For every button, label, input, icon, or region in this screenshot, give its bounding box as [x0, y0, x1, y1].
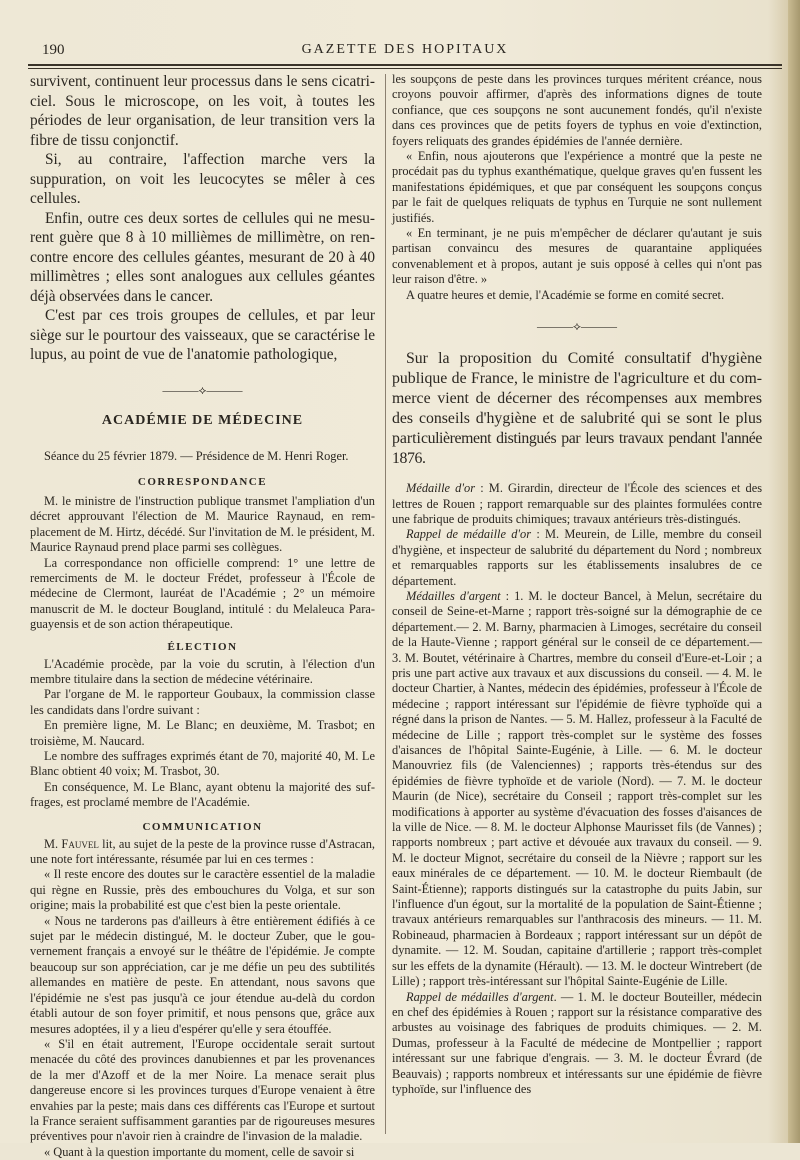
paragraph: « Il reste encore des doutes sur le caractère essentiel de la maladie qui règne en Russie, près des embouchures du Volga, et sur son origine; mais la probabilité est que c'est bien la peste orientale. [30, 867, 375, 913]
speaker-text: lit, au sujet de la peste de la province russe d'Astracan, une note fort intéressante, résumée par lui en ces termes : [30, 836, 375, 867]
paragraph: M. le ministre de l'instruction publique transmet l'ampliation d'un décret approuvant l'élection de M. Maurice Raynaud, en remplacement de M. Hirtz, décédé. Sur l'invitation de M. le président, M. Maurice Raynaud prend place parmi ses collègues. [30, 493, 375, 555]
award-paragraph [392, 527, 762, 589]
page-number: 190 [42, 42, 65, 58]
subsection-title: CORRESPONDANCE [137, 475, 268, 488]
section-title: ACADÉMIE DE MÉDECINE [101, 412, 304, 428]
award-text: . — 1. M. le docteur Bouteiller, médecin en chef des épidémies à Rouen ; rapport sur la résistance comparative des arbustes au voisinage des fabriques de produits chimiques. — 2. M. Dumas, professeur à la Faculté de médecine de Montpellier ; rapport intéressant sur une fabrique d'engrais. — 3. M. le docteur Évrard (de Beauvais) ; rapports nombreux et intéressants sur une épidémie de fièvre typhoïde, sur l'influence des [392, 989, 762, 1096]
paragraph: En première ligne, M. Le Blanc; en deuxième, M. Trasbot; en troisième, M. Naucard. [30, 718, 375, 748]
header-rule-thin [28, 68, 782, 69]
ornament-divider: ———⟡——— [537, 319, 617, 334]
paragraph: survivent, continuent leur processus dans le sens cicatriciel. Sous le microscope, on les voit, à toutes les périodes de leur organisation, de leur transition vers la fibre de tissu conjonctif. [30, 73, 375, 149]
award-label: Médaille d'or [406, 481, 476, 496]
ornament-divider: ———⟡——— [162, 382, 243, 397]
subsection-title: ÉLECTION [167, 640, 238, 653]
running-head: GAZETTE DES HOPITAUX [301, 42, 509, 57]
paragraph: A quatre heures et demie, l'Académie se forme en comité secret. [406, 287, 725, 302]
award-label: Médailles d'argent [406, 588, 501, 603]
award-text: : 1. M. le docteur Bancel, à Melun, secrétaire du conseil de Seine-et-Marne ; rapport très-soigné sur la démographie de ce département.— 2. M. Barny, pharmacien à Limoges, secrétaire du conseil de la Haute-Vienne ; rapport général sur le conseil de ce département.— 3. M. Boutet, vétérinaire à Chartres, membre du conseil d'Eure-et-Loir ; a pris une part active aux travaux et aux discussions du conseil. — 4. M. le docteur Chartier, à Nantes, médecin des épidémies, professeur à l'École de médecine ; rapport intéressant sur l'épidémie de fièvre typhoïde qui a régné dans la prison de Nantes. — 5. M. Hallez, professeur à la Faculté de médecine de Lille ; rapport très-complet sur le système des fosses d'aisances de l'hôpital Sainte-Eugénie, à Lille. — 6. M. le docteur Manouvriez fils (de Valenciennes) ; rapports très-étendus sur des épidémies de fièvre typhoïde et de variole (Nord). — 7. M. le docteur Maurin (de Nice), secrétaire du Conseil ; rapport très-complet sur les modifications à apporter au système d'évacuation des fosses d'aisances de la ville de Nice. — 8. M. le docteur Alphonse Maurisset fils (de Vannes) ; rapports nombreux ; part active et dévouée aux travaux du conseil. — 9. M. le docteur Mignot, secrétaire du conseil de la Nièvre ; rapport sur les eaux minérales de ce département. — 10. M. le docteur Riembault (de Saint-Étienne); rapports distingués sur la catastrophe du puits Jabin, sur l'influence d'un égout, sur la mortalité de la population de Saint-Étienne ; travaux antérieurs remarquables sur l'anthracosis des mineurs. — 11. M. Robineaud, pharmacien à Bordeaux ; rapport intéressant sur un dépôt de dynamite. — 12. M. Soudan, capitaine d'artillerie ; rapport très-complet sur les effets de la dynamite (Hérault). — 13. M. le docteur Wintrebert (de Lille) ; rapport très-intéressant sur l'hôpital Sainte-Eugénie de Lille. [392, 588, 763, 989]
award-text: : M. Girardin, directeur de l'École des sciences et des lettres de Rouen ; rapport remarquable sur des plaintes formulées contre une fabrique de produits chimiques; travaux antérieurs très-distingués. [392, 481, 763, 526]
paragraph: Le nombre des suffrages exprimés étant de 70, majorité 40, M. Le Blanc obtient 40 voix; M. Trasbot, 30. [30, 749, 375, 779]
paragraph: « En terminant, je ne puis m'empêcher de déclarer qu'autant je suis partisan convaincu des mesures de quarantaine appliquées convenablement et à propos, autant je suis opposé à celles qui n'ont pas leur raison d'être. » [392, 226, 762, 287]
headline-text-end: culièrement distingués par leurs travaux pendant l'année 1876. [392, 430, 762, 468]
header-rule [28, 64, 782, 66]
paragraph: L'Académie procède, par la voie du scrutin, à l'élection d'un membre titulaire dans la section de médecine vétérinaire. [30, 656, 375, 686]
award-paragraph [392, 589, 762, 990]
right-column [392, 72, 762, 1097]
page-header [28, 40, 782, 62]
paragraph: La correspondance non officielle comprend: 1° une lettre de remerciments de M. le docteur Frédet, professeur à l'École de médecine de Clermont, lauréat de l'Académie ; 2° un mémoire manuscrit de M. le docteur Bougland, intitulé : du Melaleuca Paraguayensis et de son action thérapeutique. [30, 555, 375, 632]
paragraph: C'est par ces trois groupes de cellules, et par leur siège sur le pourtour des vaisseaux, que se caractérise le lupus, au point de vue de l'anatomie pathologique, [30, 307, 375, 363]
paragraph: Enfin, outre ces deux sortes de cellules qui ne mesurent guère que 8 à 10 millièmes de millimètre, on rencontre encore des cellules géantes, mesurant de 20 à 40 millimètres ; elles sont analogues aux cellules géantes déjà observées dans le cancer. [30, 209, 375, 305]
award-text: : M. Meurein, de Lille, membre du conseil d'hygiène, et inspecteur de salubrité du département du Nord ; nombreux et remarquables rapports sur les établissements insalubres de ce département. [392, 527, 762, 588]
award-label: Rappel de médaille d'or [406, 527, 532, 542]
paragraph: les soupçons de peste dans les provinces turques méritent créance, nous croyons pouvoir affirmer, d'après des informations dignes de toute confiance, que ces soupçons ne sont aucunement fondés, qu'il n'existe dans ces provinces que de petits foyers de typhus en voie d'extinction, foyers reliquats des grandes épidémies de l'année dernière. [392, 72, 762, 148]
left-column [30, 72, 375, 1160]
headline-text: Sur la proposition du Comité consultatif d'hygiène publique de France, le ministre de l'agriculture et du commerce vient de décerner des récompenses aux membres des conseils d'hygiène et de salubrité qui se sont le plus parti [392, 350, 762, 448]
award-paragraph [392, 990, 762, 1098]
paragraph: « Enfin, nous ajouterons que l'expérience a montré que la peste ne procédait pas du typhus exanthématique, quelque graves qu'en fussent les manifestations épidémiques, et que par conséquent les soupçons conçus par le fait de quelques reliquats de typhus en Turquie ne sont nullement justifiés. [392, 149, 762, 225]
paragraph: En conséquence, M. Le Blanc, ayant obtenu la majorité des suffrages, est proclamé membre de l'Académie. [30, 779, 375, 810]
page-edge [788, 0, 800, 1143]
paragraph: « Nous ne tarderons pas d'ailleurs à être entièrement édifiés à ce sujet par le médecin distingué, M. le docteur Zuber, que le gouvernement français a envoyé sur le théâtre de l'épidémie. Je compte beaucoup sur son appréciation, car je me défie un peu des subtilités allemandes en matière de peste. En attendant, nous savons que l'épidémie ne s'est pas jusqu'à ce jour étendue au-delà du cordon établi autour de son foyer primitif, et nous pensons que, grâce aux mesures adoptées, il y a lieu d'espérer qu'elle y sera étouffée. [30, 913, 375, 1036]
award-label: Rappel de médailles d'argent [406, 989, 554, 1004]
award-paragraph [392, 481, 762, 527]
paragraph [30, 837, 375, 868]
session-line: Séance du 25 février 1879. — Présidence de M. Henri Roger. [44, 448, 349, 463]
paragraph: « S'il en était autrement, l'Europe occidentale serait surtout menacée du côté des provinces danubiennes et par les provenances de la mer d'Azoff et de la mer Noire. La menace serait plus dangereuse encore si les provinces turques d'Europe venaient à être envahies par la peste; mais dans ces différents cas l'Europe et surtout la France seraient suffisamment garanties par de rigoureuses mesures préventives pour n'avoir rien à craindre de l'invasion de la maladie. [30, 1036, 375, 1144]
paragraph: « Quant à la question importante du moment, celle de savoir si [44, 1144, 355, 1159]
column-divider [385, 74, 386, 1134]
headline-paragraph [392, 349, 762, 469]
subsection-title: COMMUNICATION [142, 820, 263, 833]
paragraph: Par l'organe de M. le rapporteur Goubaux, la commission classe les candidats dans l'ordre suivant : [30, 687, 375, 717]
speaker-name: M. Fauvel [44, 836, 99, 851]
paragraph: Si, au contraire, l'affection marche vers la suppuration, on voit les leucocytes se mêler à ces cellules. [30, 151, 375, 207]
